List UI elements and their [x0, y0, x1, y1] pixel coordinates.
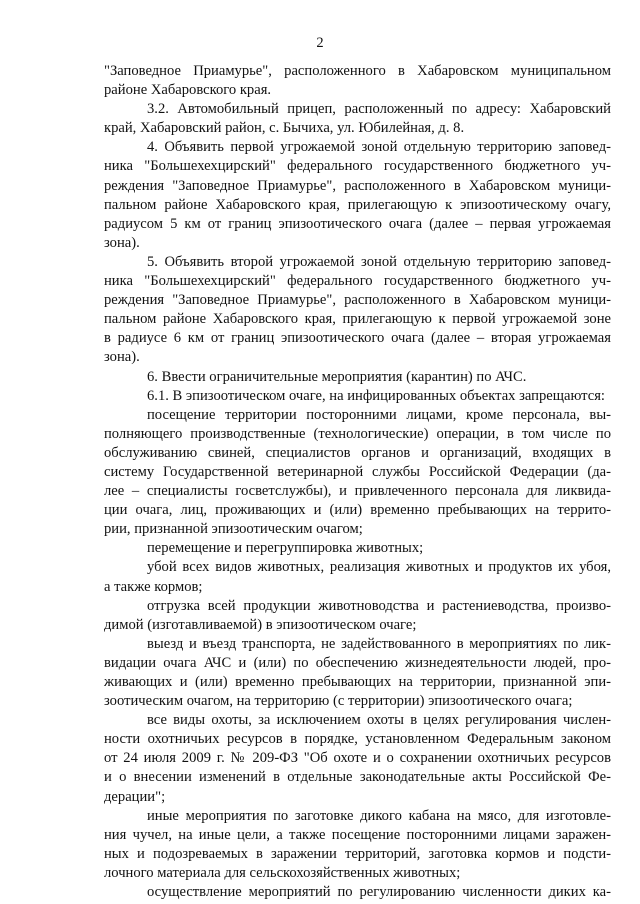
text-line: посещение территории посторонними лицами, кроме персонала, вы- — [147, 406, 611, 423]
text-line: "Заповедное Приамурье", расположенного в Хабаровском муниципальном — [104, 63, 611, 79]
text-line: пальном районе Хабаровского края, прилегающую к первой угрожаемой зоне — [104, 311, 611, 328]
text-line: край, Хабаровский район, с. Бычиха, ул. Юбилейная, д. 8. — [104, 120, 465, 137]
text-line: осуществление мероприятий по регулированию численности диких ка- — [147, 884, 611, 901]
text-line: выезд и въезд транспорта, не задействованного в мероприятиях по лик- — [147, 635, 611, 652]
text-line: отгрузка всей продукции животноводства и растениеводства, произво- — [147, 597, 611, 614]
text-line: пальном районе Хабаровского края, прилегающую к эпизоотическому очагу, — [104, 196, 611, 213]
text-line: 6.1. В эпизоотическом очаге, на инфицированных объектах запрещаются: — [147, 387, 605, 404]
text-line: ности охотничьих ресурсов в порядке, установленном Федеральным законом — [104, 731, 611, 748]
text-line: реждения "Заповедное Приамурье", расположенного в Хабаровском муници- — [104, 292, 611, 309]
text-line: 4. Объявить первой угрожаемой зоной отдельную территорию заповед- — [147, 139, 611, 156]
text-line: иные мероприятия по заготовке дикого кабана на мясо, для изготовле- — [147, 807, 611, 824]
text-line: ника "Большехехцирский" федерального государственного бюджетного уч- — [104, 158, 611, 175]
text-line: 3.2. Автомобильный прицеп, расположенный по адресу: Хабаровский — [147, 101, 611, 118]
text-line: в радиусе 6 км от границ эпизоотического очага (далее – вторая угрожаемая — [104, 330, 611, 347]
text-line: рии, признанной эпизоотическим очагом; — [104, 521, 363, 538]
text-line: лее – специалисты госветслужбы), и привлеченного персонала для ликвида- — [104, 483, 611, 500]
text-line: реждения "Заповедное Приамурье", расположенного в Хабаровском муници- — [104, 177, 611, 194]
text-line: ции очага, лиц, проживающих и (или) временно пребывающих на террито- — [104, 502, 611, 519]
text-line: зона). — [104, 234, 140, 251]
text-line: и о внесении изменений в отдельные законодательные акты Российской Фе- — [104, 769, 611, 786]
text-line: дерации"; — [104, 788, 166, 805]
page-number: 2 — [316, 35, 324, 51]
text-line: зона). — [104, 349, 140, 366]
text-line: обслуживанию свиней, специалистов органов и организаций, входящих в — [104, 444, 611, 461]
text-line: от 24 июля 2009 г. № 209-ФЗ "Об охоте и о сохранении охотничьих ресурсов — [104, 750, 611, 767]
text-line: живающих и (или) временно пребывающих на территории, признанной эпи- — [104, 674, 611, 690]
text-line: полняющего производственные (технологические) операции, в том числе по — [104, 425, 611, 442]
text-line: лочного материала для сельскохозяйственных животных; — [104, 864, 461, 881]
text-line: ных и подозреваемых в заражении территорий, заготовка кормов и подсти- — [104, 845, 611, 862]
text-line: 5. Объявить второй угрожаемой зоной отдельную территорию заповед- — [147, 253, 611, 270]
text-line: а также кормов; — [104, 578, 203, 595]
text-line: районе Хабаровского края. — [104, 82, 272, 99]
text-line: радиусом 5 км от границ эпизоотического очага (далее – первая угрожаемая — [104, 215, 611, 232]
text-line: все виды охоты, за исключением охоты в целях регулирования числен- — [147, 712, 611, 729]
text-line: систему Государственной ветеринарной службы Российской Федерации (да- — [104, 463, 611, 480]
document-body — [104, 62, 611, 902]
text-line: ника "Большехехцирский" федерального государственного бюджетного уч- — [104, 273, 611, 290]
text-line: перемещение и перегруппировка животных; — [147, 540, 424, 557]
text-line: видации очага АЧС и (или) по обеспечению жизнедеятельности людей, про- — [104, 654, 611, 671]
text-line: 6. Ввести ограничительные мероприятия (карантин) по АЧС. — [147, 368, 527, 385]
text-line: убой всех видов животных, реализация животных и продуктов их убоя, — [147, 559, 611, 576]
text-line: ния чучел, на иные цели, а также посещение посторонними лицами заражен- — [104, 826, 611, 843]
text-line: зоотическим очагом, на территорию (с территории) эпизоотического очага; — [104, 693, 573, 710]
text-line: димой (изготавливаемой) в эпизоотическом очаге; — [104, 616, 417, 633]
